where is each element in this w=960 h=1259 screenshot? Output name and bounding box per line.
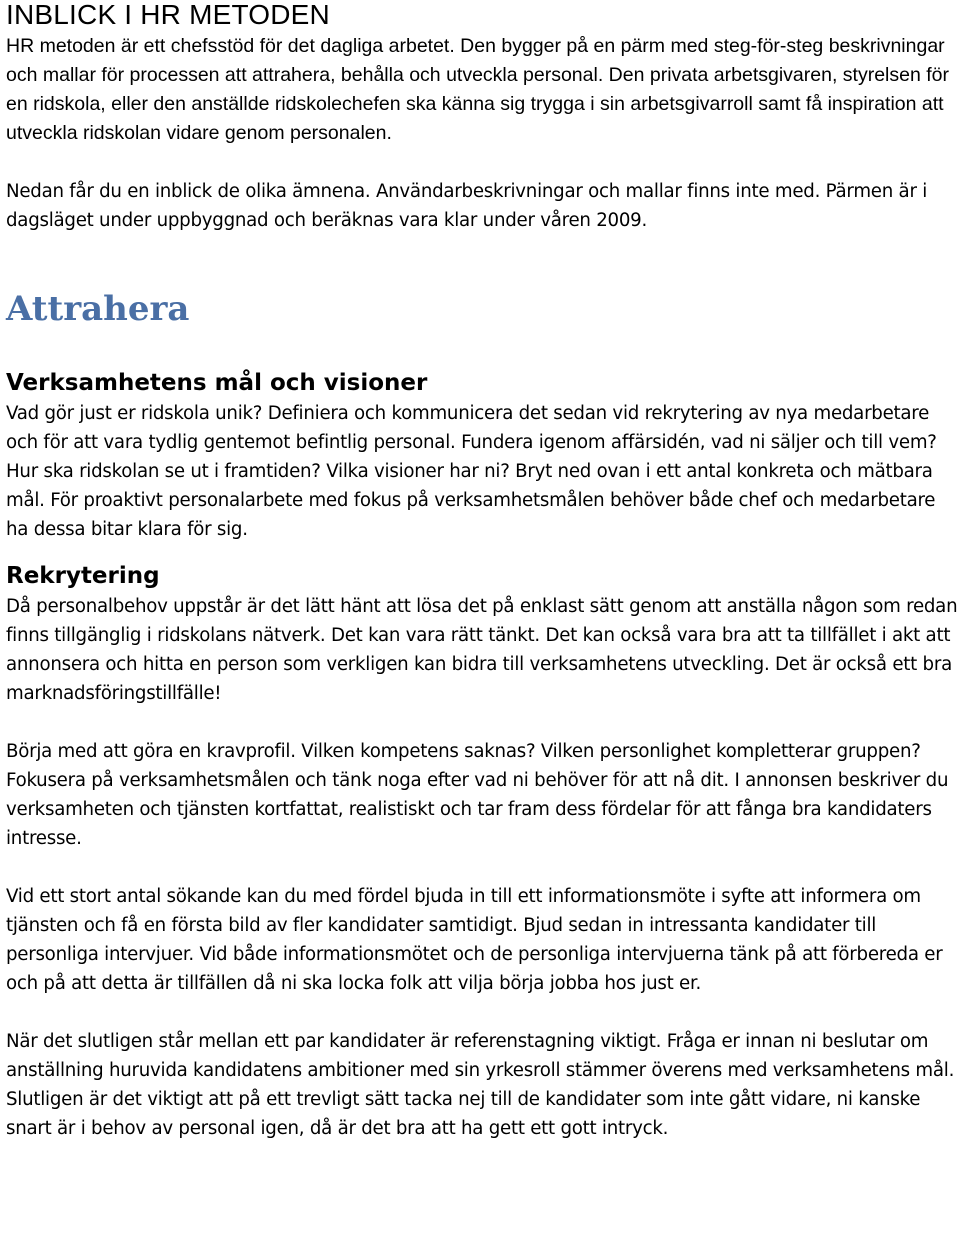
recruitment-paragraph-2: Börja med att göra en kravprofil. Vilken kompetens saknas? Vilken personlighet kompletterar gruppen? Fokusera på verksamhetsmålen och tänk noga efter vad ni behöver för att nå dit. I annonsen beskriver du verksamheten och tjänsten kortfattat, realistiskt och tar fram dess fördelar för att fånga bra kandidaters intresse. xyxy=(6,741,949,849)
recruitment-paragraph-3: Vid ett stort antal sökande kan du med fördel bjuda in till ett informationsmöte i syfte att informera om tjänsten och få en första bild av fler kandidater samtidigt. Bjud sedan in intressanta kandidater till personliga intervjuer. Vid både informationsmötet och de personliga intervjuerna tänk på att förbereda er och på att detta är tillfällen då ni ska locka folk att vilja börja jobba hos just er. xyxy=(6,886,943,994)
document-title: INBLICK I HR METODEN xyxy=(6,0,330,30)
goals-paragraph: Vad gör just er ridskola unik? Definiera och kommunicera det sedan vid rekrytering av nya medarbetare och för att vara tydlig gentemot befintlig personal. Fundera igenom affärsidén, vad ni säljer och till vem? Hur ska ridskolan se ut i framtiden? Vilka visioner har ni? Bryt ned ovan i ett antal konkreta och mätbara mål. För proaktivt personalarbete med fokus på verksamhetsmålen behöver både chef och medarbetare ha dessa bitar klara för sig. xyxy=(6,403,937,540)
notice-paragraph: Nedan får du en inblick de olika ämnena. Användarbeskrivningar och mallar finns inte med. Pärmen är i dagsläget under uppbyggnad och beräknas vara klar under våren 2009. xyxy=(6,181,928,231)
intro-paragraph: HR metoden är ett chefsstöd för det dagliga arbetet. Den bygger på en pärm med steg-för-steg beskrivningar och mallar för processen att attrahera, behålla och utveckla personal. Den privata arbetsgivaren, styrelsen för en ridskola, eller den anställde ridskolechefen ska känna sig trygga i sin arbetsgivarroll samt få inspiration att utveckla ridskolan vidare genom personalen. xyxy=(6,35,949,144)
recruitment-paragraph-1: Då personalbehov uppstår är det lätt hänt att lösa det på enklast sätt genom att anställa någon som redan finns tillgänglig i ridskolans nätverk. Det kan vara rätt tänkt. Det kan också vara bra att ta tillfället i akt att annonsera och hitta en person som verkligen kan bidra till verksamhetens utveckling. Det är också ett bra marknadsföringstillfälle! xyxy=(6,596,958,704)
subsection-title-recruitment: Rekrytering xyxy=(6,563,160,589)
document-page xyxy=(6,0,958,1143)
subsection-title-goals: Verksamhetens mål och visioner xyxy=(6,370,428,396)
recruitment-paragraph-4: När det slutligen står mellan ett par kandidater är referenstagning viktigt. Fråga er innan ni beslutar om anställning huruvida kandidatens ambitioner med sin yrkesroll stämmer överens med verksamhetens mål. Slutligen är det viktigt att på ett trevligt sätt tacka nej till de kandidater som inte gått vidare, ni kanske snart är i behov av personal igen, då är det bra att ha gett ett gott intryck. xyxy=(6,1031,955,1139)
section-title-attrahera: Attrahera xyxy=(6,289,190,329)
